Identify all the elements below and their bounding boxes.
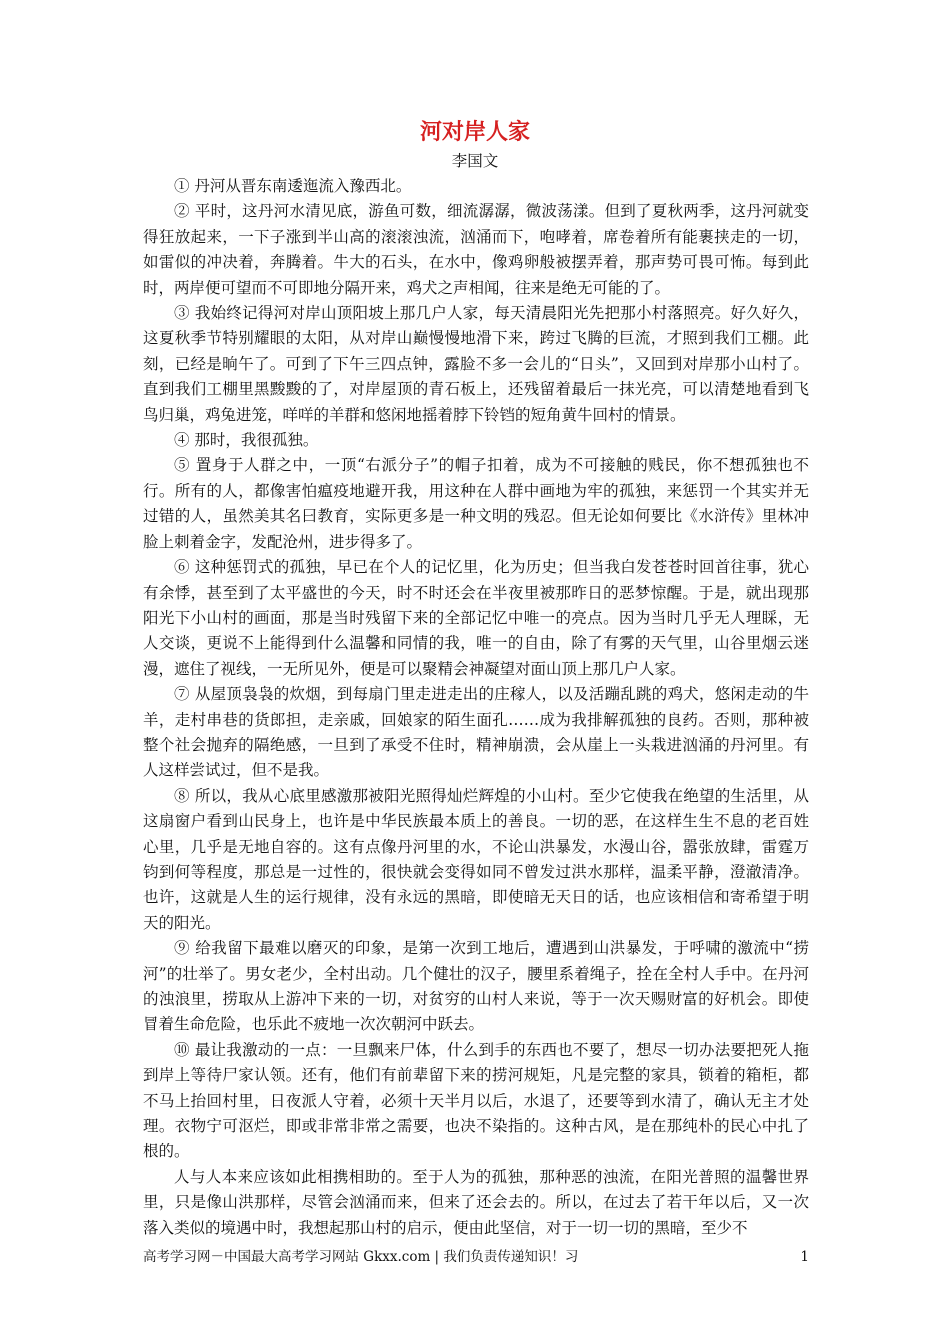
paragraph-7: ⑦ 从屋顶袅袅的炊烟，到每扇门里走进走出的庄稼人，以及活蹦乱跳的鸡犬，悠闲走动的牛羊，走村串巷的货郎担，走亲戚，回娘家的陌生面孔……成为我排解孤独的良药。否则，那种被整个社会抛弃的隔绝感，一旦到了承受不住时，精神崩溃，会从崖上一头栽进汹涌的丹河里。有人这样尝试过，但不是我。 (143, 685, 809, 780)
article-body (143, 174, 809, 1241)
paragraph-6: ⑥ 这种惩罚式的孤独，早已在个人的记忆里，化为历史；但当我白发苍苍时回首往事，犹心有余悸，甚至到了太平盛世的今天，时不时还会在半夜里被那昨日的恶梦惊醒。于是，就出现那阳光下小山村的画面，那是当时残留下来的全部记忆中唯一的亮点。因为当时几乎无人理睬，无人交谈，更说不上能得到什么温馨和同情的我，唯一的自由，除了有雾的天气里，山谷里烟云迷漫，遮住了视线，一无所见外，便是可以聚精会神凝望对面山顶上那几户人家。 (143, 558, 809, 678)
article-author: 李国文 (451, 152, 499, 170)
paragraph-3: ③ 我始终记得河对岸山顶阳坡上那几户人家，每天清晨阳光先把那小村落照亮。好久好久，这夏秋季节特别耀眼的太阳，从对岸山巅慢慢地滑下来，跨过飞腾的巨流，才照到我们工棚。此刻，已经是晌午了。可到了下午三四点钟，露脸不多一会儿的“日头”，又回到对岸那小山村了。直到我们工棚里黑黢黢的了，对岸屋顶的青石板上，还残留着最后一抹光亮，可以清楚地看到飞鸟归巢，鸡兔进笼，咩咩的羊群和悠闲地摇着脖下铃铛的短角黄牛回村的情景。 (143, 304, 809, 424)
paragraph-1: ① 丹河从晋东南逶迤流入豫西北。 (174, 177, 412, 195)
footer-site-text: 高考学习网－中国最大高考学习网站 Gkxx.com | 我们负责传递知识！习 (143, 1249, 579, 1265)
paragraph-2: ② 平时，这丹河水清见底，游鱼可数，细流潺潺，微波荡漾。但到了夏秋两季，这丹河就变得狂放起来，一下子涨到半山高的滚滚浊流，汹涌而下，咆哮着，席卷着所有能裹挟走的一切，如雷似的冲决着，奔腾着。牛大的石头，在水中，像鸡卵般被摆弄着，那声势可畏可怖。每到此时，两岸便可望而不可即地分隔开来，鸡犬之声相闻，往来是绝无可能的了。 (143, 202, 809, 297)
paragraph-11: 人与人本来应该如此相携相助的。至于人为的孤独，那种恶的浊流，在阳光普照的温馨世界里，只是像山洪那样，尽管会汹涌而来，但来了还会去的。所以，在过去了若干年以后，又一次落入类似的境遇中时，我想起那山村的启示，便由此坚信，对于一切一切的黑暗，至少不 (143, 1167, 809, 1237)
article-title: 河对岸人家 (419, 120, 530, 145)
paragraph-10: ⑩ 最让我激动的一点：一旦飘来尸体，什么到手的东西也不要了，想尽一切办法要把死人拖到岸上等待尸家认领。还有，他们有前辈留下来的捞河规矩，凡是完整的家具，锁着的箱柜，都不马上抬回村里，日夜派人守着，必须十天半月以后，水退了，还要等到水清了，确认无主才处理。衣物宁可沤烂，即或非常非常之需要，也决不染指的。这种古风，是在那纯朴的民心中扎了根的。 (143, 1040, 809, 1161)
paragraph-8: ⑧ 所以，我从心底里感激那被阳光照得灿烂辉煌的小山村。至少它使我在绝望的生活里，从这扇窗户看到山民身上，也许是中华民族最本质上的善良。一切的恶，在这样生生不息的老百姓心里，几乎是无地自容的。这有点像丹河里的水，不论山洪暴发，水漫山谷，嚣张放肆，雷霆万钧到何等程度，那总是一过性的，很快就会变得如同不曾发过洪水那样，温柔平静，澄澈清净。也许，这就是人生的运行规律，没有永远的黑暗，即使暗无天日的话，也应该相信和寄希望于明天的阳光。 (143, 786, 809, 932)
page-number: 1 (800, 1249, 809, 1265)
page-footer (143, 1247, 809, 1267)
paragraph-4: ④ 那时，我很孤独。 (174, 431, 319, 450)
paragraph-9: ⑨ 给我留下最难以磨灭的印象，是第一次到工地后，遭遇到山洪暴发，于呼啸的激流中“捞河”的壮举了。男女老少，全村出动。几个健壮的汉子，腰里系着绳子，拴在全村人手中。在丹河的浊浪里，捞取从上游冲下来的一切，对贫穷的山村人来说，等于一次天赐财富的好机会。即使冒着生命危险，也乐此不疲地一次次朝河中跃去。 (143, 939, 809, 1034)
paragraph-5: ⑤ 置身于人群之中，一顶“右派分子”的帽子扣着，成为不可接触的贱民，你不想孤独也不行。所有的人，都像害怕瘟疫地避开我，用这种在人群中画地为牢的孤独，来惩罚一个其实并无过错的人，虽然美其名曰教育，实际更多是一种文明的残忍。但无论如何要比《水浒传》里林冲脸上刺着金字，发配沧州，进步得多了。 (143, 456, 809, 551)
